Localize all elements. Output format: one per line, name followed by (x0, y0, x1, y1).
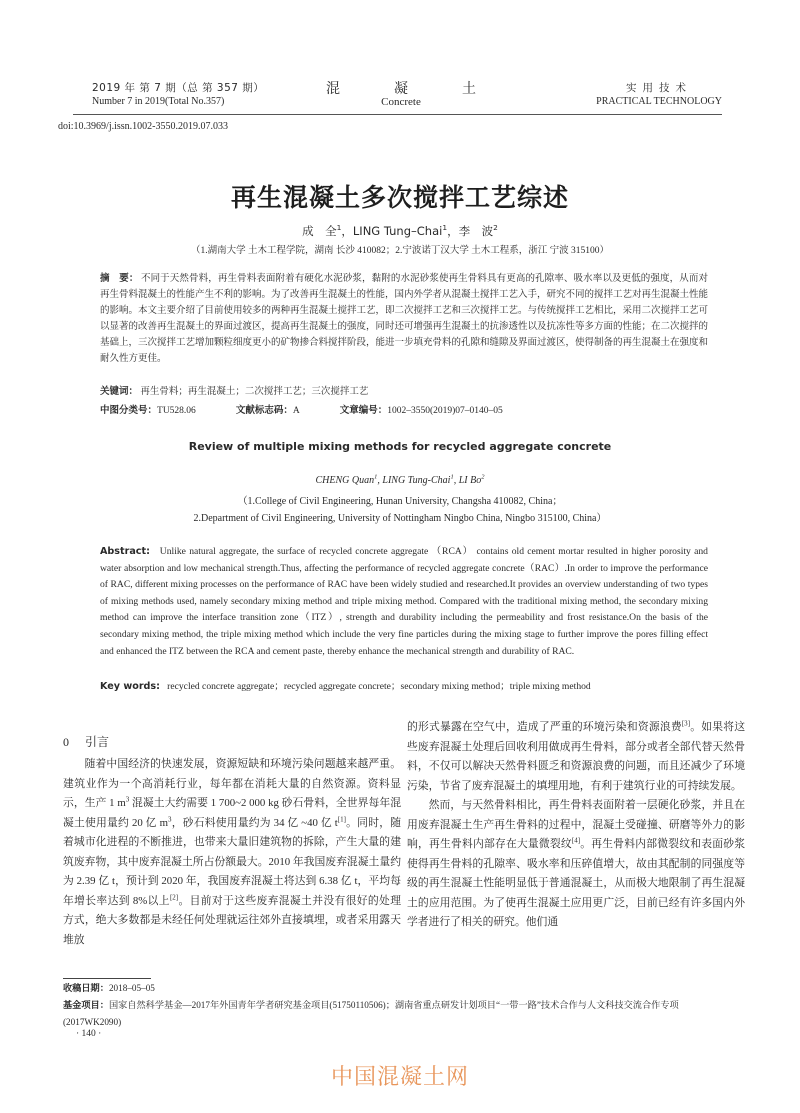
column-name-en: PRACTICAL TECHNOLOGY (596, 96, 722, 107)
citation-ref[interactable]: [1] (337, 814, 346, 823)
author-name: ，LING Tung–Chai (341, 224, 443, 238)
author-affil-mark: 2 (493, 223, 498, 233)
english-author-name: CHENG Quan (315, 475, 375, 486)
abstract-en-label: Abstract: (100, 546, 150, 557)
keywords-cn (100, 384, 708, 400)
journal-char: 土 (462, 81, 476, 97)
journal-char: 混 (326, 81, 340, 97)
section-number: 0 (63, 735, 69, 749)
body-text: 随着中国经济的快速发展，资源短缺和环境污染问题越来越严重。建筑业作为一个高消耗行业，每年都在消耗大量的自然资源。资料显示，生产 1 m (63, 758, 401, 809)
doc-code-value: A (292, 406, 300, 416)
fund-value: 国家自然科学基金—2017年外国青年学者研究基金项目(51750110506)；湖南省重点研发计划项目“一带一路”技术合作与人文科技交流合作专项(2017WK2090) (63, 1000, 679, 1027)
body-text: ，砂石料使用量约为 34 亿 ~40 亿 t (171, 816, 338, 829)
author-affil-mark: 2 (481, 473, 485, 481)
keywords-cn-label: 关键词： (100, 386, 139, 397)
body-text: 。目前对于这些废弃混凝土并没有很好的处理方式，绝大多数都是未经任何处理就运往郊外直接填埋，或者采用露天堆放 (63, 894, 401, 946)
header-divider (73, 114, 722, 115)
body-paragraph (407, 718, 745, 796)
received-date (63, 980, 713, 997)
citation-ref[interactable]: [2] (169, 892, 179, 901)
journal-name-cn (326, 78, 476, 98)
issue-info-cn: 2019 年 第 7 期（总 第 357 期） (92, 82, 265, 94)
doc-code-label: 文献标志码： (235, 405, 293, 416)
journal-name-en: Concrete (381, 96, 421, 108)
site-watermark: 中国混凝土网 (330, 1065, 469, 1090)
classification-line (100, 402, 708, 416)
body-text: 然而，与天然骨料相比，再生骨料表面附着一层硬化砂浆，并且在用废弃混凝土生产再生骨料的过程中，混凝土受碰撞、研磨等外力的影响，再生骨料内部存在大量微裂纹 (407, 799, 745, 850)
clc-label: 中图分类号： (100, 405, 158, 416)
superscript: 3 (167, 814, 172, 823)
received-label: 收稿日期： (63, 983, 109, 994)
affiliation: （1.湖南大学 土木工程学院，湖南 长沙 410082；2.宁波诺丁汉大学 土木工程系，浙江 宁波 315100） (190, 246, 609, 256)
author-list (0, 223, 800, 239)
keywords-en (100, 678, 708, 692)
abstract-en-text: Unlike natural aggregate, the surface of recycled concrete aggregate （RCA） contains old cement mortar resulted in higher porosity and water absorption and low mechanical strength.Thus, affecting the performance of recycled aggregate concrete（RAC）.In order to improve the performance of RAC, different mixing processes on the performance of RAC have been widely studied and researched.It provides an overview understanding of two types of mixing methods used, namely secondary mixing method and triple mixing method. Compared with the traditional mixing method, the secondary mixing method can improve the interface transition zone（ITZ）, strength and durability including the permeability and frost resistance.On the basis of the secondary mixing method, the triple mixing method which include the very fine particles during the mixing stage to further improve the pores filling effect and enhanced the ITZ between the RCA and cement paste, thereby enhance the mechanical strength and durability of RAC. (100, 546, 708, 657)
abstract-cn (100, 271, 708, 367)
body-text: 混凝土大约需要 1 700~2 000 kg 砂石骨料，全世界每年混凝土使用量约 20 亿 m (63, 797, 401, 829)
article-no-value: 1002–3550(2019)07–0140–05 (387, 406, 503, 416)
fund-info (63, 997, 713, 1030)
journal-char: 凝 (394, 81, 408, 97)
english-author-name: , LING Tung-Chai (377, 475, 451, 486)
issue-info-en: Number 7 in 2019(Total No.357) (92, 96, 225, 107)
body-right-column (407, 718, 745, 933)
body-text: 。再生骨料内部微裂纹和表面砂浆使得再生骨料的孔隙率、吸水率和压碎值增大，故由其配制的同强度等级的再生混凝土性能明显低于普通混凝土，从而极大地限制了再生混凝土的应用范围。为了使再生混凝土应用更广泛，目前已经有许多国内外学者进行了相关的研究。他们通 (407, 838, 745, 928)
section-title: 引言 (85, 735, 110, 749)
keywords-cn-text: 再生骨料；再生混凝土；二次搅拌工艺；三次搅拌工艺 (140, 387, 369, 397)
author-affil-mark: 1 (450, 473, 454, 481)
author-affil-mark: 1 (442, 223, 448, 233)
author-affil-mark: 1 (336, 223, 342, 233)
column-name-cn: 实用技术 (626, 82, 692, 94)
received-value: 2018–05–05 (108, 983, 155, 993)
article-no-label: 文章编号： (339, 405, 388, 416)
keywords-en-text: recycled concrete aggregate；recycled aggregate concrete；secondary mixing method；triple mixing method (167, 681, 591, 692)
clc-value: TU528.06 (157, 406, 196, 416)
body-paragraph (407, 796, 745, 933)
english-author-list (0, 475, 800, 486)
keywords-en-label: Key words: (100, 681, 160, 692)
author-name: 成 全 (302, 224, 337, 238)
author-name: ，李 波 (447, 224, 494, 238)
section-heading (63, 733, 125, 750)
body-text: 的形式暴露在空气中，造成了严重的环境污染和资源浪费 (407, 721, 682, 733)
footnote-divider (63, 978, 151, 979)
fund-label: 基金项目： (63, 1000, 109, 1011)
abstract-cn-label: 摘 要： (100, 273, 139, 284)
paper-title: 再生混凝土多次搅拌工艺综述 (230, 183, 569, 212)
author-affil-mark: 1 (374, 473, 378, 481)
page-number: · 140 · (76, 1029, 102, 1039)
english-author-name: , LI Bo (453, 475, 482, 486)
citation-ref[interactable]: [3] (681, 719, 691, 728)
english-affiliation-1: （1.College of Civil Engineering, Hunan University, Changsha 410082, China； (237, 496, 563, 507)
english-affiliation-2: 2.Department of Civil Engineering, University of Nottingham Ningbo China, Ningbo 315100, China） (193, 513, 607, 524)
body-text: 。同时，随着城市化进程的不断推进，也带来大量旧建筑物的拆除，产生大量的建筑废弃物，其中废弃混凝土所占份额最大。2010 年我国废弃混凝土量约为 2.39 亿 t，预计到 2020 年，我国废弃混凝土将达到 6.38 亿 t，平均每年增长率达到 8%以上 (63, 816, 402, 907)
body-left-column (63, 755, 401, 950)
abstract-en (100, 544, 708, 660)
english-title: Review of multiple mixing methods for recycled aggregate concrete (188, 440, 612, 453)
abstract-cn-text: 不同于天然骨料，再生骨料表面附着有硬化水泥砂浆，黏附的水泥砂浆使再生骨料具有更高的孔隙率、吸水率以及更低的强度，从而对再生骨料混凝土的性能产生不利的影响。为了改善再生混凝土的性能，国内外学者从混凝土搅拌工艺入手，研究不同的搅拌工艺对再生混凝土性能的影响。本文主要介绍了目前使用较多的两种再生混凝土搅拌工艺，即二次搅拌工艺和三次搅拌工艺。与传统搅拌工艺相比，采用二次搅拌工艺可以显著的改善再生混凝土的界面过渡区，提高再生混凝土的强度，同时还可增强再生混凝土的抗渗透性以及抗冻性等多方面的性能；在二次搅拌的基础上，三次搅拌工艺增加颗粒细度更小的矿物掺合料搅拌阶段，能进一步填充骨料的孔隙和缝隙及界面过渡区，使得制备的再生混凝土在强度和耐久性方更佳。 (100, 274, 709, 364)
superscript: 3 (125, 795, 130, 804)
body-text: 。如果将这些废弃混凝土处理后回收利用做成再生骨料，部分或者全部代替天然骨料，不仅可以解决天然骨料匮乏和资源浪费的问题，而且还减少了环境污染，节省了废弃混凝土的填埋用地，有利于建筑行业的可持续发展。 (407, 721, 745, 792)
doi[interactable]: doi:10.3969/j.issn.1002-3550.2019.07.033 (58, 121, 229, 132)
citation-ref[interactable]: [4] (571, 836, 581, 845)
